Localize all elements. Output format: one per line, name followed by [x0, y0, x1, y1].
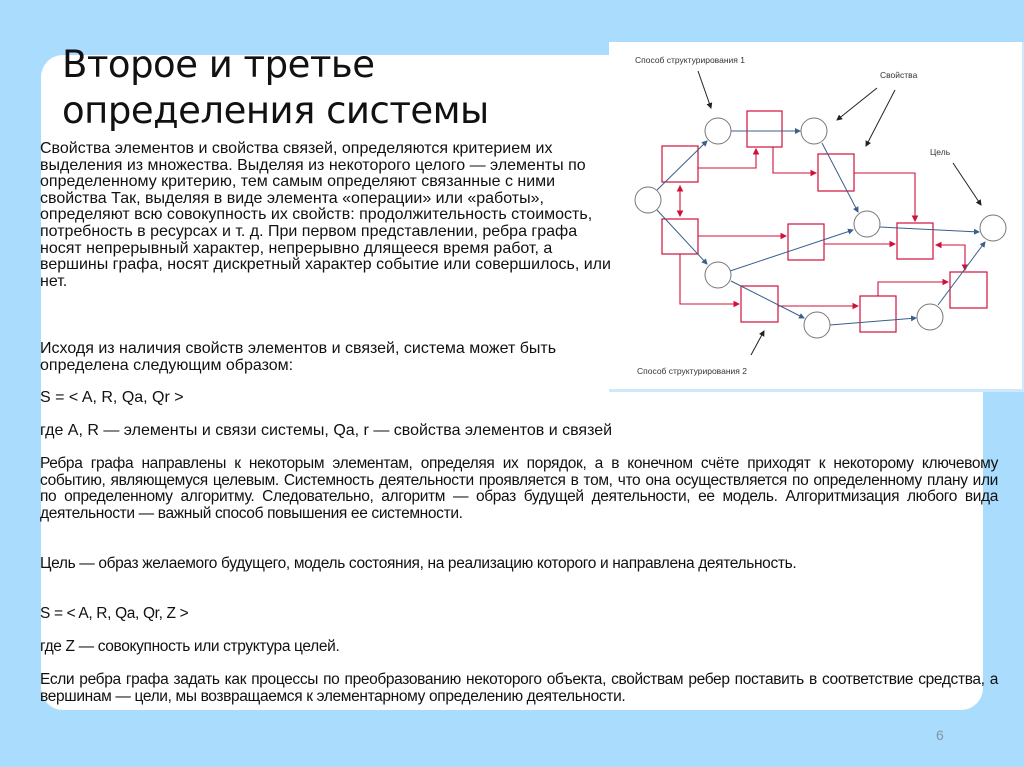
event-node: [705, 118, 731, 144]
work-box: [818, 154, 854, 191]
work-box: [741, 286, 778, 322]
paragraph-formula2-explanation: где Z — совокупность или структура целей.: [40, 638, 340, 655]
formula-s1: S = < A, R, Qa, Qr >: [40, 389, 184, 406]
work-box: [950, 272, 987, 308]
label-method-1: Способ структурирования 1: [635, 55, 745, 65]
slide-title: [62, 42, 489, 134]
paragraph-goal: Цель — образ желаемого будущего, модель состояния, на реализацию которого и направлена деятельность.: [40, 555, 797, 572]
event-node: [801, 118, 827, 144]
paragraph-properties: Свойства элементов и свойства связей, определяются критерием их выделения из множества. Выделяя из некоторого целого — элементы по определенному критерию, тем самым определяют связанные с ними свойства Так, выделяя в виде элемента «операции» или «работы», определяют всю совокупность их свойств: продолжительность стоимость, потребность в ресурсах и т. д. При первом представлении, ребра графа носят непрерывный характер, непрерывно длящееся время работ, а вершины графа, носят дискретный характер событие или совершилось, или нет.: [40, 140, 611, 290]
event-node: [635, 187, 661, 213]
event-node: [854, 211, 880, 237]
title-line-1: Второе и третье: [62, 43, 375, 86]
work-boxes: [662, 111, 987, 332]
event-node: [917, 304, 943, 330]
graph-diagram: [609, 42, 1024, 392]
title-line-2: определения системы: [62, 89, 489, 132]
page-number: 6: [936, 727, 944, 743]
work-box: [860, 296, 896, 332]
paragraph-formula1-explanation: где A, R — элементы и связи системы, Qa, r — свойства элементов и связей: [40, 422, 613, 439]
label-goal: Цель: [930, 147, 951, 157]
work-box: [662, 146, 698, 182]
event-node: [705, 262, 731, 288]
event-node: [804, 312, 830, 338]
label-method-2: Способ структурирования 2: [637, 366, 747, 376]
work-box: [747, 111, 782, 147]
paragraph-definition-intro: Исходя из наличия свойств элементов и связей, система может быть определена следующим образом:: [40, 340, 557, 374]
work-box: [788, 224, 824, 260]
goal-node: [980, 215, 1006, 241]
paragraph-graph-edges: Ребра графа направлены к некоторым элементам, определяя их порядок, а в конечном счёте приходят к некоторому ключевому событию, являющемуся целевым. Системность деятельности проявляется в том, что она осуществляется по определенному плану или по определенному алгоритму. Следовательно, алгоритм — образ будущей деятельности, ее модель. Алгоритмизация любого вида деятельности — важный способ повышения ее системности.: [40, 455, 998, 522]
paragraph-activity: Если ребра графа задать как процессы по преобразованию некоторого объекта, свойствам ребер поставить в соответствие средства, а вершинам — цели, мы возвращаемся к элементарному определению деятельности.: [40, 671, 998, 705]
formula-s2: S = < A, R, Qa, Qr, Z >: [40, 605, 189, 622]
label-properties: Свойства: [880, 70, 918, 80]
graph-svg: [609, 42, 1022, 389]
